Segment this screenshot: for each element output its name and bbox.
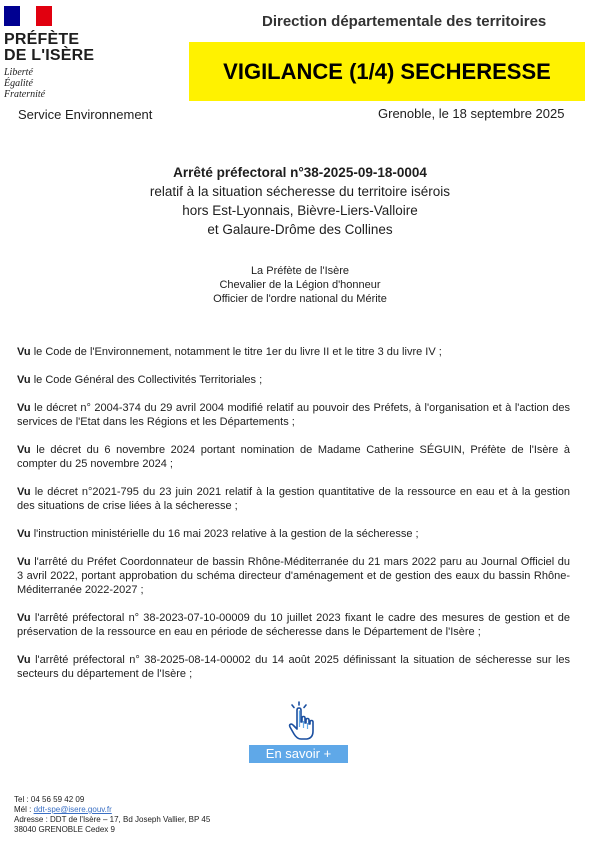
vu-text: le décret n° 2004-374 du 29 avril 2004 modifié relatif au pouvoir des Préfets, à l'organisation et à l'action des services de l'Etat dans les Régions et les Départements ;	[17, 402, 570, 428]
vu-label: Vu	[17, 654, 31, 666]
arrete-title: Arrêté préfectoral n°38-2025-09-18-0004	[173, 165, 427, 180]
vu-item	[17, 443, 570, 471]
vu-text: l'instruction ministérielle du 16 mai 2023 relative à la gestion de la sécheresse ;	[30, 528, 419, 540]
vu-label: Vu	[17, 374, 31, 386]
service-name: Service Environnement	[18, 107, 153, 122]
vu-item	[17, 611, 570, 639]
signatory-block	[60, 264, 540, 306]
vu-label: Vu	[17, 486, 31, 498]
vu-item	[17, 485, 570, 513]
signatory-line-3: Officier de l'ordre national du Mérite	[213, 293, 387, 305]
prefecture-logo	[4, 6, 114, 100]
motto-egalite: Égalité	[4, 78, 33, 89]
vu-text: le décret n°2021-795 du 23 juin 2021 relatif à la gestion quantitative de la ressource en eau et à la gestion des situations de crise liées à la sécheresse ;	[17, 486, 570, 512]
logo-title	[4, 32, 114, 64]
arrete-subtitle-3: et Galaure-Drôme des Collines	[207, 222, 393, 237]
signatory-line-2: Chevalier de la Légion d'honneur	[219, 279, 381, 291]
vu-item	[17, 527, 570, 541]
vu-item	[17, 555, 570, 597]
vu-label: Vu	[17, 612, 31, 624]
logo-title-line1: PRÉFÈTE	[4, 31, 80, 48]
vu-label: Vu	[17, 402, 31, 414]
motto-fraternite: Fraternité	[4, 89, 46, 100]
vu-text: le Code Général des Collectivités Territoriales ;	[30, 374, 263, 386]
contact-email-link[interactable]: ddt-spe@isere.gouv.fr	[33, 805, 112, 814]
vu-text: l'arrêté préfectoral n° 38-2025-08-14-00002 du 14 août 2025 définissant la situation de sécheresse sur les secteurs du département de l'Isère ;	[17, 654, 570, 680]
vu-text: l'arrêté préfectoral n° 38-2023-07-10-00009 du 10 juillet 2023 fixant le cadre des mesures de gestion et de préservation de la ressource en eau en période de sécheresse dans le Département de l'Isère ;	[17, 612, 570, 638]
motto-liberte: Liberté	[4, 67, 33, 78]
direction-title: Direction départementale des territoires	[262, 13, 547, 30]
en-savoir-plus-button[interactable]: En savoir +	[249, 745, 348, 763]
arrete-subtitle-1: relatif à la situation sécheresse du territoire isérois	[149, 184, 451, 199]
signatory-line-1: La Préfète de l'Isère	[250, 265, 350, 277]
contact-block	[14, 795, 210, 835]
vu-item	[17, 373, 570, 387]
logo-motto	[4, 67, 114, 100]
vu-text: le Code de l'Environnement, notamment le titre 1er du livre II et le titre 3 du livre IV ;	[30, 346, 442, 358]
vu-label: Vu	[17, 556, 31, 568]
contact-mel-label: Mél :	[14, 805, 34, 814]
marianne-flag-icon	[4, 6, 52, 26]
vu-text: le décret du 6 novembre 2024 portant nomination de Madame Catherine SÉGUIN, Préfète de l'Isère à compter du 25 novembre 2024 ;	[17, 444, 570, 470]
contact-address-2: 38040 GRENOBLE Cedex 9	[14, 825, 115, 834]
vu-text: l'arrêté du Préfet Coordonnateur de bassin Rhône-Méditerranée du 21 mars 2022 paru au Journal Officiel du 3 avril 2022, portant approbation du schéma directeur d'aménagement et de gestion des eaux du bassin Rhône-Méditerranée 2022-2027 ;	[17, 556, 570, 596]
document-date: Grenoble, le 18 septembre 2025	[378, 106, 565, 121]
arrete-subtitle-2: hors Est-Lyonnais, Bièvre-Liers-Valloire	[182, 203, 418, 218]
contact-mel-line	[14, 805, 210, 815]
vu-item	[17, 653, 570, 681]
vu-item	[17, 345, 570, 359]
vu-item	[17, 401, 570, 429]
contact-tel: Tel : 04 56 59 42 09	[14, 795, 85, 804]
vigilance-banner: VIGILANCE (1/4) SECHERESSE	[189, 42, 585, 101]
vu-label: Vu	[17, 346, 31, 358]
vu-label: Vu	[17, 444, 31, 456]
contact-address-1: Adresse : DDT de l'Isère – 17, Bd Joseph Vallier, BP 45	[14, 815, 211, 824]
vu-list	[17, 345, 570, 695]
arrete-heading	[60, 163, 540, 239]
pointing-hand-icon[interactable]	[283, 700, 319, 742]
logo-title-line2: DE L'ISÈRE	[4, 47, 95, 64]
vu-label: Vu	[17, 528, 31, 540]
